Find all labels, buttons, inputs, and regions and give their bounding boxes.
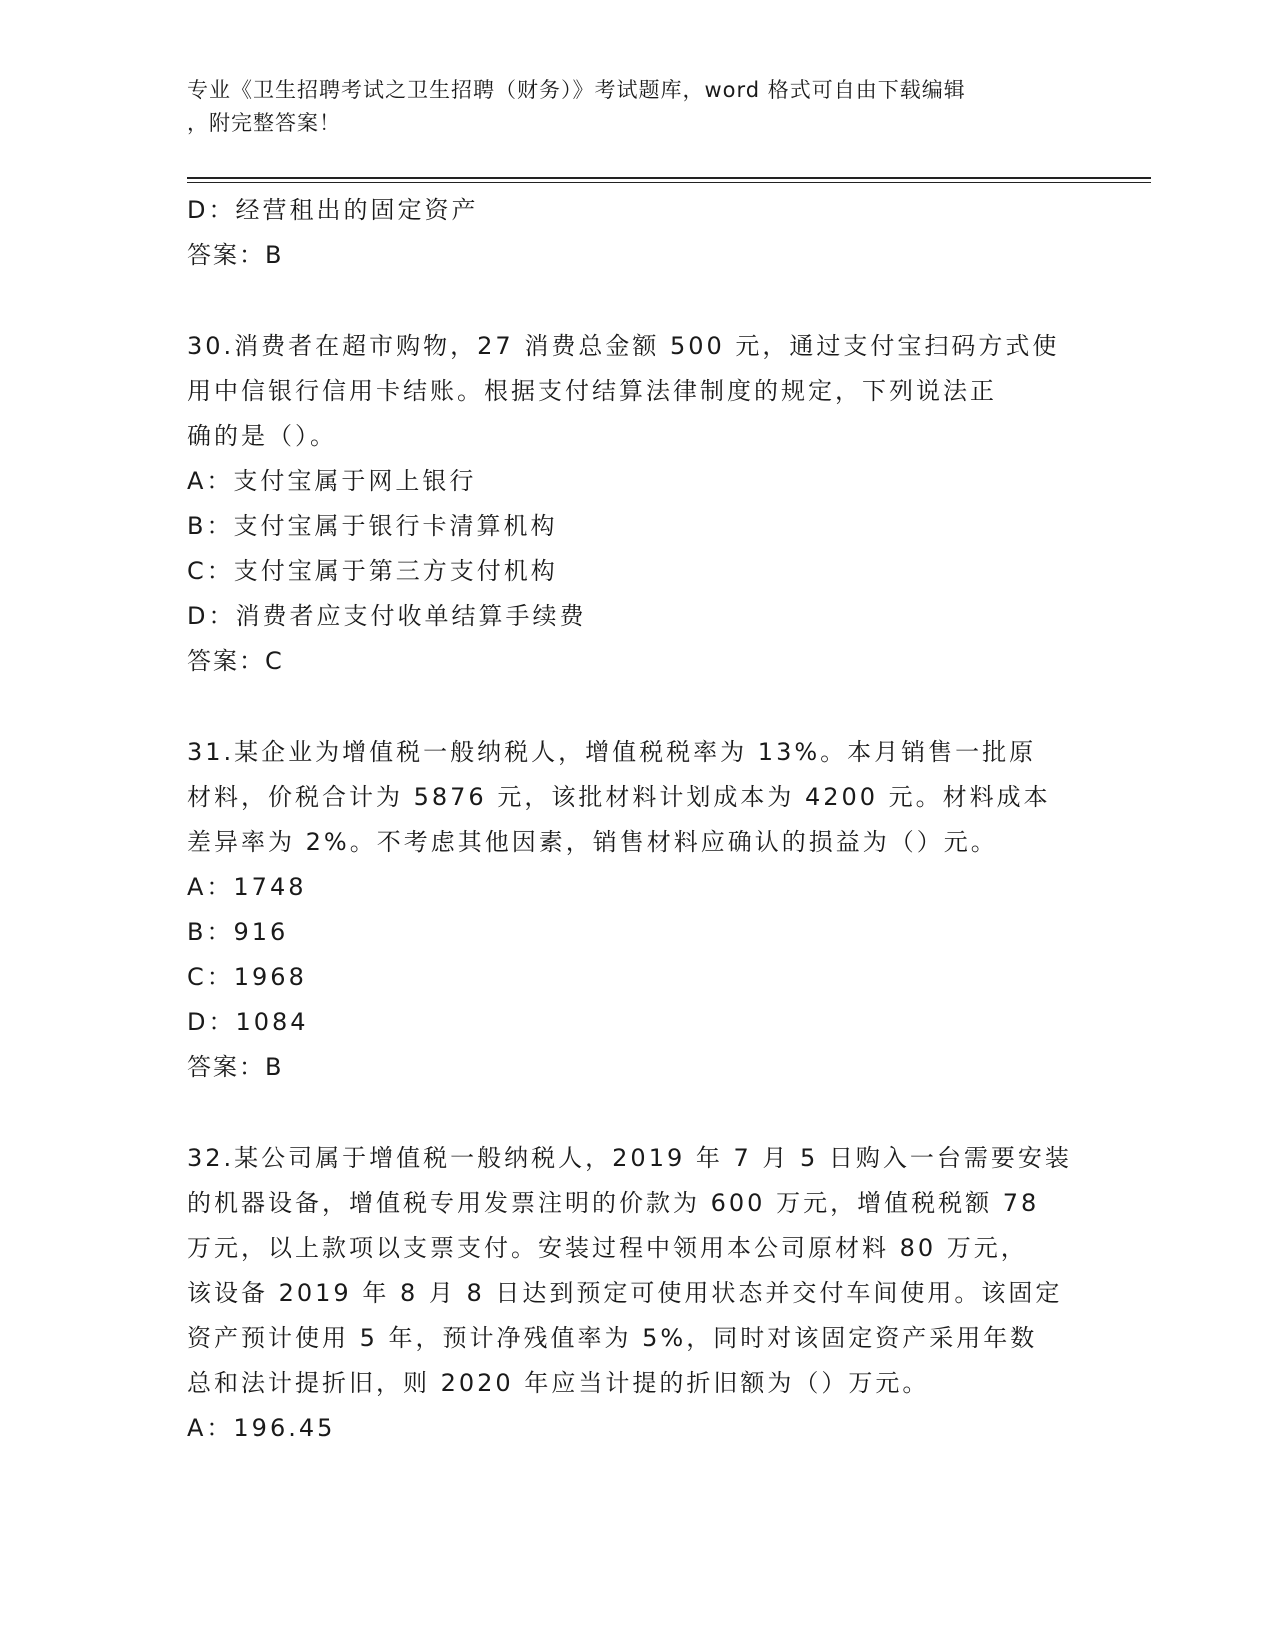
- question-stem-line: 30.消费者在超市购物，27 消费总金额 500 元，通过支付宝扫码方式使: [187, 332, 1060, 360]
- header-line-2: ，附完整答案！: [187, 111, 341, 135]
- question-31: [187, 730, 1087, 1090]
- prev-answer: 答案：B: [187, 241, 284, 269]
- question-stem-line: 的机器设备，增值税专用发票注明的价款为 600 万元，增值税税额 78: [187, 1189, 1040, 1217]
- answer: 答案：C: [187, 647, 284, 675]
- option-d: D：消费者应支付收单结算手续费: [187, 602, 587, 630]
- prev-option-d: D：经营租出的固定资产: [187, 196, 479, 224]
- option-c: C：1968: [187, 963, 307, 991]
- option-a: A：支付宝属于网上银行: [187, 467, 477, 495]
- question-stem-line: 确的是（）。: [187, 422, 337, 450]
- answer: 答案：B: [187, 1053, 284, 1081]
- header-line-1: 专业《卫生招聘考试之卫生招聘（财务）》考试题库，word 格式可自由下载编辑: [187, 78, 966, 102]
- question-30: [187, 324, 1087, 684]
- question-stem-line: 该设备 2019 年 8 月 8 日达到预定可使用状态并交付车间使用。该固定: [187, 1279, 1063, 1307]
- question-stem-line: 31.某企业为增值税一般纳税人，增值税税率为 13%。本月销售一批原: [187, 738, 1037, 766]
- option-a: A：196.45: [187, 1414, 336, 1442]
- question-32: [187, 1136, 1087, 1451]
- question-stem-line: 差异率为 2%。不考虑其他因素，销售材料应确认的损益为（）元。: [187, 828, 998, 856]
- spacer: [187, 278, 1087, 324]
- option-b: B：916: [187, 918, 289, 946]
- question-stem-line: 资产预计使用 5 年，预计净残值率为 5%，同时对该固定资产采用年数: [187, 1324, 1038, 1352]
- question-stem-line: 用中信银行信用卡结账。根据支付结算法律制度的规定，下列说法正: [187, 377, 997, 405]
- header-divider-thin: [187, 182, 1151, 183]
- document-header: [187, 74, 1087, 140]
- question-stem-line: 总和法计提折旧，则 2020 年应当计提的折旧额为（）万元。: [187, 1369, 930, 1397]
- document-body: [187, 188, 1087, 1451]
- question-stem-line: 万元，以上款项以支票支付。安装过程中领用本公司原材料 80 万元，: [187, 1234, 1028, 1262]
- option-d: D：1084: [187, 1008, 309, 1036]
- header-divider-thick: [187, 177, 1151, 179]
- option-c: C：支付宝属于第三方支付机构: [187, 557, 558, 585]
- spacer: [187, 1090, 1087, 1136]
- question-stem-line: 材料，价税合计为 5876 元，该批材料计划成本为 4200 元。材料成本: [187, 783, 1051, 811]
- spacer: [187, 684, 1087, 730]
- question-stem-line: 32.某公司属于增值税一般纳税人，2019 年 7 月 5 日购入一台需要安装: [187, 1144, 1072, 1172]
- option-b: B：支付宝属于银行卡清算机构: [187, 512, 558, 540]
- option-a: A：1748: [187, 873, 307, 901]
